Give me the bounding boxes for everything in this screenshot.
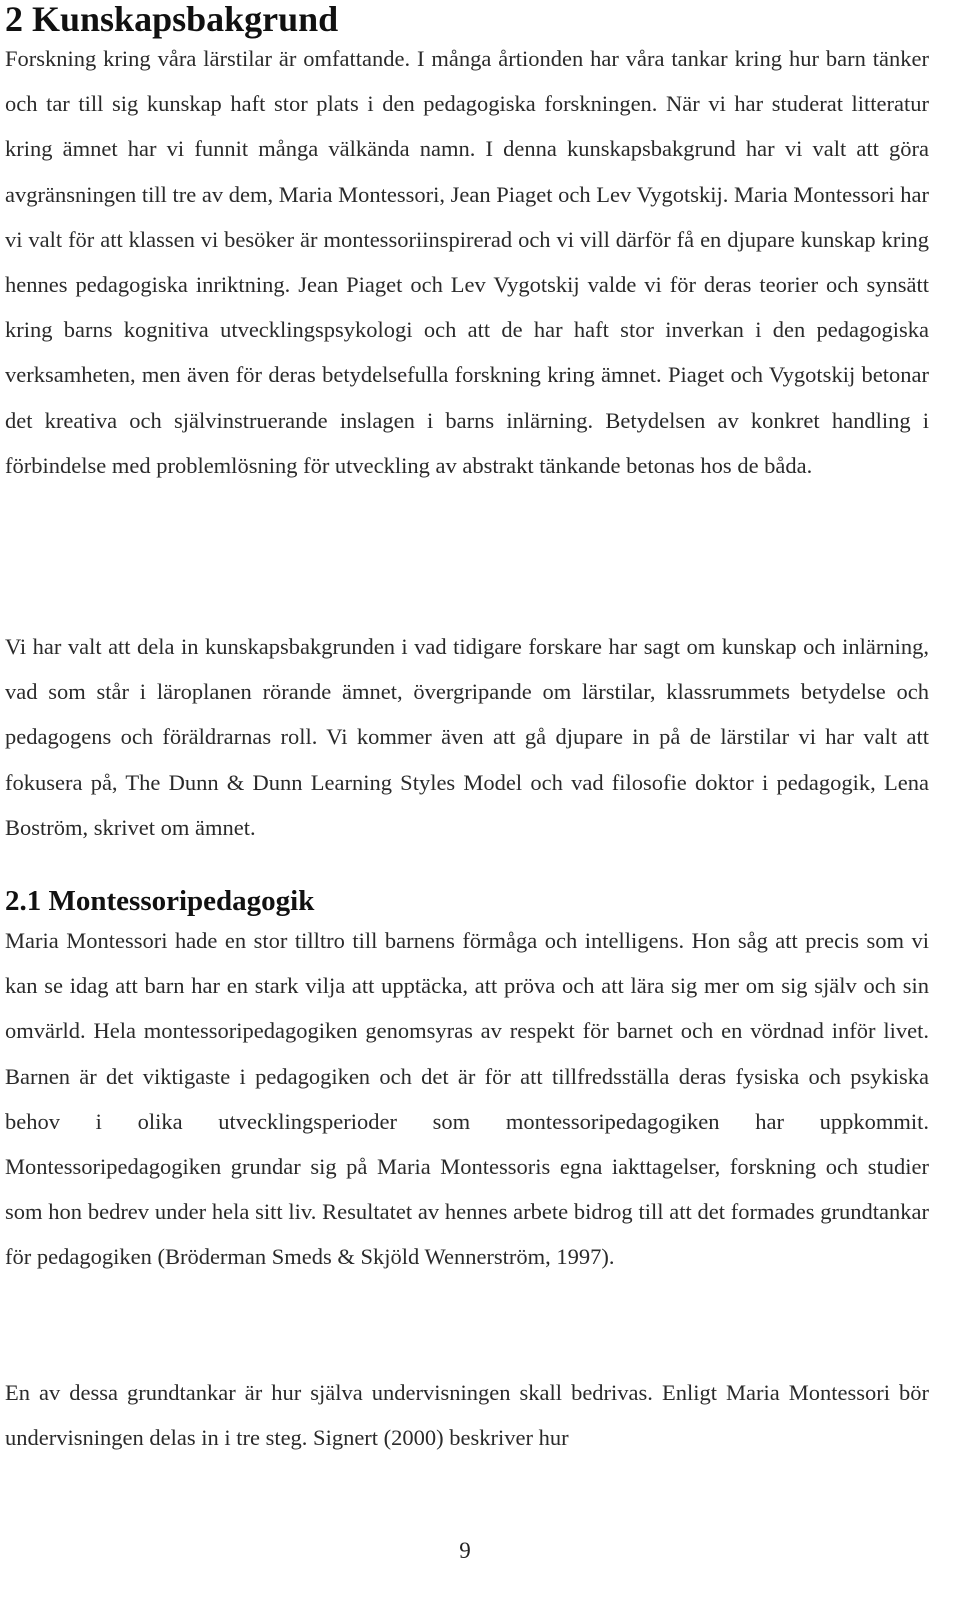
- paragraph-teaching-steps: En av dessa grundtankar är hur själva undervisningen skall bedrivas. Enligt Maria Montessori bör undervisningen delas in i tre steg. Signert (2000) beskriver hur: [5, 1380, 929, 1451]
- paragraph-structure: Vi har valt att dela in kunskapsbakgrunden i vad tidigare forskare har sagt om kunskap och inlärning, vad som står i läroplanen rörande ämnet, övergripande om lärstilar, klassrummets betydelse och pedagogens och föräldrarnas roll. Vi kommer även att gå djupare in på de lärstilar vi har valt att fokusera på, The Dunn & Dunn Learning Styles Model och vad filosofie doktor i pedagogik, Lena Boström, skrivet om ämnet.: [5, 634, 929, 840]
- section-heading-montessori: 2.1 Montessoripedagogik: [5, 885, 315, 917]
- page-content: [5, 0, 929, 1451]
- page-number: 9: [459, 1538, 471, 1563]
- chapter-heading: 2 Kunskapsbakgrund: [5, 0, 339, 39]
- paragraph-intro: Forskning kring våra lärstilar är omfattande. I många årtionden har våra tankar kring hur barn tänker och tar till sig kunskap haft stor plats i den pedagogiska forskningen. När vi har studerat litteratur kring ämnet har vi funnit många välkända namn. I denna kunskapsbakgrund har vi valt att göra avgränsningen till tre av dem, Maria Montessori, Jean Piaget och Lev Vygotskij. Maria Montessori har vi valt för att klassen vi besöker är montessoriinspirerad och vi vill därför få en djupare kunskap kring hennes pedagogiska inriktning. Jean Piaget och Lev Vygotskij valde vi för deras teorier och synsätt kring barns kognitiva utvecklingspsykologi och att de har haft stor inverkan i den pedagogiska verksamheten, men även för deras betydelsefulla forskning kring ämnet. Piaget och Vygotskij betonar det kreativa och självinstruerande inslagen i barns inlärning. Betydelsen av konkret handling i förbindelse med problemlösning för utveckling av abstrakt tänkande betonas hos de båda.: [5, 46, 929, 478]
- paragraph-montessori: Maria Montessori hade en stor tilltro till barnens förmåga och intelligens. Hon såg att precis som vi kan se idag att barn har en stark vilja att upptäcka, att pröva och att lära sig mer om sig själv och sin omvärld. Hela montessoripedagogiken genomsyras av respekt för barnet och en vördnad inför livet. Barnen är det viktigaste i pedagogiken och det är för att tillfredsställa deras fysiska och psykiska behov i olika utvecklingsperioder som montessoripedagogiken har uppkommit. Montessoripedagogiken grundar sig på Maria Montessoris egna iakttagelser, forskning och studier som hon bedrev under hela sitt liv. Resultatet av hennes arbete bidrog till att det formades grundtankar för pedagogiken (Bröderman Smeds & Skjöld Wennerström, 1997).: [5, 928, 929, 1270]
